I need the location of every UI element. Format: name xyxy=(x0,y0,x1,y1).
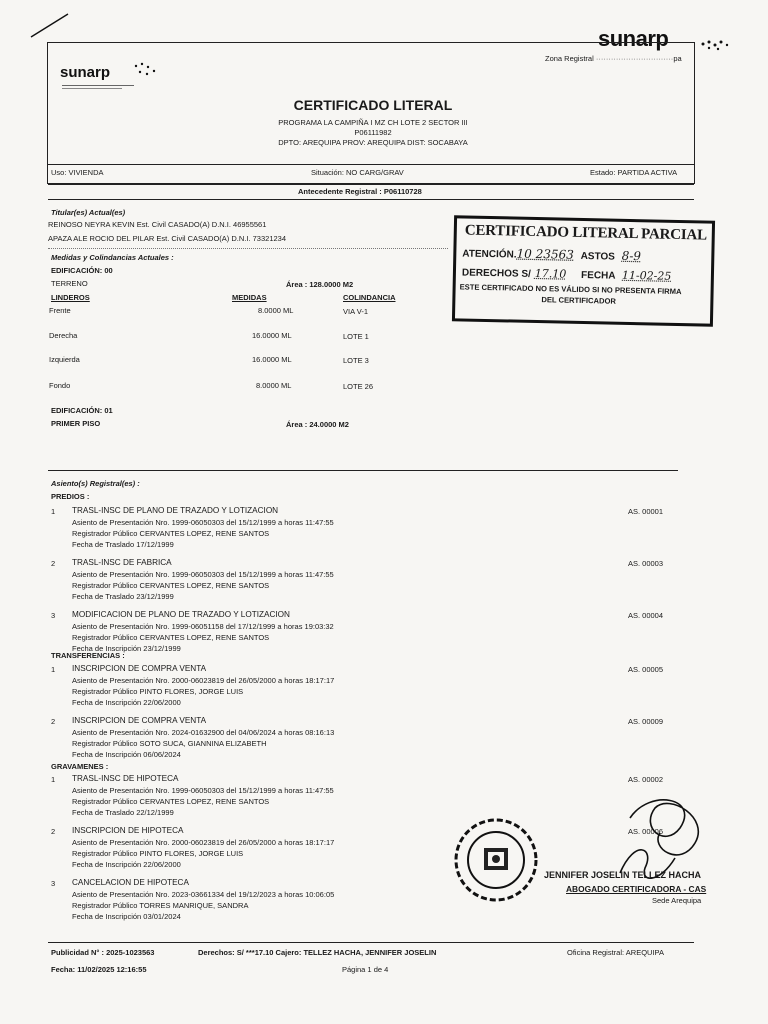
asiento-presentacion: Asiento de Presentación Nro. 1999-06050303 del 15/12/1999 a horas 11:47:55 xyxy=(72,518,334,527)
divider xyxy=(48,164,694,165)
lindero-name: Frente xyxy=(49,306,71,315)
antecedente-registral: Antecedente Registral : P06110728 xyxy=(298,187,422,196)
pen-mark xyxy=(28,10,78,40)
asiento-fecha: Fecha de Traslado 23/12/1999 xyxy=(72,592,174,601)
derechos-cajero: Derechos: S/ ***17.10 Cajero: TELLEZ HACHA, JENNIFER JOSELIN xyxy=(198,948,437,957)
asiento-presentacion: Asiento de Presentación Nro. 1999-06051158 del 17/12/1999 a horas 19:03:32 xyxy=(72,622,334,631)
area-piso: Área : 24.0000 M2 xyxy=(286,420,349,429)
lindero-colindancia: LOTE 26 xyxy=(343,382,374,391)
logo-subtitle xyxy=(62,84,134,90)
col-medidas: MEDIDAS xyxy=(232,293,267,302)
col-colindancia: COLINDANCIA xyxy=(343,293,396,302)
stamp-title: CERTIFICADO LITERAL PARCIAL xyxy=(464,222,708,244)
handwritten-signature xyxy=(560,788,720,898)
sunarp-dots-icon xyxy=(700,36,740,54)
registry-seal xyxy=(452,818,540,902)
lindero-name: Derecha xyxy=(49,331,78,340)
divider xyxy=(48,184,694,185)
area-terreno: Área : 128.0000 M2 xyxy=(286,280,354,289)
page-number: Página 1 de 4 xyxy=(342,965,389,974)
asiento-title: CANCELACION DE HIPOTECA xyxy=(72,878,189,887)
asiento-number: 1 xyxy=(51,665,56,674)
stamp-atencion: ATENCIÓN.10 23563 ASTOS 8-9 xyxy=(462,246,642,264)
asiento-fecha: Fecha de Inscripción 22/06/2000 xyxy=(72,860,181,869)
edificacion-00: EDIFICACIÓN: 00 xyxy=(51,266,113,275)
fecha-emision: Fecha: 11/02/2025 12:16:55 xyxy=(51,965,147,974)
asiento-fecha: Fecha de Traslado 17/12/1999 xyxy=(72,540,174,549)
asiento-fecha: Fecha de Inscripción 03/01/2024 xyxy=(72,912,181,921)
predios-label: PREDIOS : xyxy=(51,492,90,501)
signer-role: ABOGADO CERTIFICADORA - CAS xyxy=(566,884,707,894)
titular-row: APAZA ALE ROCIO DEL PILAR Est. Civil CASADO(A) D.N.I. 73321234 xyxy=(48,234,287,243)
asiento-title: INSCRIPCION DE COMPRA VENTA xyxy=(72,664,207,673)
lindero-medida: 8.0000 ML xyxy=(256,381,292,390)
lindero-medida: 16.0000 ML xyxy=(252,331,292,340)
sunarp-rays-icon xyxy=(132,60,162,86)
asiento-code: AS. 00003 xyxy=(628,559,664,568)
divider xyxy=(48,248,448,249)
asiento-registrador: Registrador Público CERVANTES LOPEZ, RENE SANTOS xyxy=(72,797,270,806)
lindero-name: Fondo xyxy=(49,381,71,390)
estado: Estado: PARTIDA ACTIVA xyxy=(590,168,678,177)
asiento-registrador: Registrador Público CERVANTES LOPEZ, RENE SANTOS xyxy=(72,633,270,642)
asiento-number: 3 xyxy=(51,879,56,888)
asiento-code: AS. 00004 xyxy=(628,611,664,620)
asiento-fecha: Fecha de Traslado 22/12/1999 xyxy=(72,808,174,817)
publicidad-number: Publicidad N° : 2025-1023563 xyxy=(51,948,155,957)
lindero-medida: 16.0000 ML xyxy=(252,355,292,364)
asiento-fecha: Fecha de Inscripción 06/06/2024 xyxy=(72,750,181,759)
divider xyxy=(48,199,694,200)
asiento-presentacion: Asiento de Presentación Nro. 1999-06050303 del 15/12/1999 a horas 11:47:55 xyxy=(72,786,334,795)
lindero-colindancia: LOTE 1 xyxy=(343,332,369,341)
asiento-registrador: Registrador Público PINTO FLORES, JORGE LUIS xyxy=(72,849,244,858)
medidas-heading: Medidas y Colindancias Actuales : xyxy=(51,253,174,262)
asiento-presentacion: Asiento de Presentación Nro. 2000-06023819 del 26/05/2000 a horas 18:17:17 xyxy=(72,676,335,685)
lindero-colindancia: LOTE 3 xyxy=(343,356,369,365)
titular-row: REINOSO NEYRA KEVIN Est. Civil CASADO(A) D.N.I. 46955561 xyxy=(48,220,267,229)
asiento-title: TRASL-INSC DE FABRICA xyxy=(72,558,172,567)
stamp-derechos: DERECHOS S/ 17.10 FECHA 11-02-25 xyxy=(461,266,672,283)
signer-sede: Sede Arequipa xyxy=(652,896,702,905)
partida-number: P06111982 xyxy=(354,128,392,137)
titulares-heading: Titular(es) Actual(es) xyxy=(51,208,126,217)
transferencias-label: TRANSFERENCIAS : xyxy=(51,651,125,660)
asiento-title: INSCRIPCION DE HIPOTECA xyxy=(72,826,184,835)
asiento-presentacion: Asiento de Presentación Nro. 2000-06023819 del 26/05/2000 a horas 18:17:17 xyxy=(72,838,335,847)
asiento-title: TRASL-INSC DE PLANO DE TRAZADO Y LOTIZACION xyxy=(72,506,279,515)
asiento-registrador: Registrador Público SOTO SUCA, GIANNINA ELIZABETH xyxy=(72,739,267,748)
gravamenes-label: GRAVAMENES : xyxy=(51,762,109,771)
asiento-registrador: Registrador Público CERVANTES LOPEZ, RENE SANTOS xyxy=(72,529,270,538)
terreno-label: TERRENO xyxy=(51,279,88,288)
asiento-number: 1 xyxy=(51,775,56,784)
ubicacion: DPTO: AREQUIPA PROV: AREQUIPA DIST: SOCABAYA xyxy=(278,138,468,147)
asiento-code: AS. 00005 xyxy=(628,665,664,674)
lindero-medida: 8.0000 ML xyxy=(258,306,294,315)
zona-registral: Zona Registral ·······························pa xyxy=(545,54,682,63)
sunarp-logo-top: sunarp xyxy=(598,26,669,51)
asiento-number: 2 xyxy=(51,559,56,568)
oficina-registral: Oficina Registral: AREQUIPA xyxy=(567,948,664,957)
asiento-fecha: Fecha de Inscripción 23/12/1999 xyxy=(72,644,181,653)
programa: PROGRAMA LA CAMPIÑA I MZ CH LOTE 2 SECTOR III xyxy=(278,118,468,127)
lindero-colindancia: VIA V-1 xyxy=(343,307,369,316)
divider xyxy=(48,942,694,943)
situacion: Situación: NO CARG/GRAV xyxy=(311,168,404,177)
asiento-registrador: Registrador Público CERVANTES LOPEZ, RENE SANTOS xyxy=(72,581,270,590)
asiento-registrador: Registrador Público TORRES MANRIQUE, SANDRA xyxy=(72,901,249,910)
asiento-presentacion: Asiento de Presentación Nro. 2023-03661334 del 19/12/2023 a horas 10:06:05 xyxy=(72,890,335,899)
asiento-title: TRASL-INSC DE HIPOTECA xyxy=(72,774,179,783)
uso: Uso: VIVIENDA xyxy=(51,168,104,177)
asiento-number: 2 xyxy=(51,827,56,836)
asiento-presentacion: Asiento de Presentación Nro. 2024-01632900 del 04/06/2024 a horas 08:16:13 xyxy=(72,728,335,737)
asiento-number: 1 xyxy=(51,507,56,516)
edificacion-01: EDIFICACIÓN: 01 xyxy=(51,406,113,415)
asiento-title: MODIFICACION DE PLANO DE TRAZADO Y LOTIZACION xyxy=(72,610,290,619)
asiento-registrador: Registrador Público PINTO FLORES, JORGE LUIS xyxy=(72,687,244,696)
asiento-presentacion: Asiento de Presentación Nro. 1999-06050303 del 15/12/1999 a horas 11:47:55 xyxy=(72,570,334,579)
asiento-code: AS. 00009 xyxy=(628,717,664,726)
primer-piso: PRIMER PISO xyxy=(51,419,101,428)
stamp-warning: ESTE CERTIFICADO NO ES VÁLIDO SI NO PRESENTA FIRMA xyxy=(459,282,682,297)
divider xyxy=(48,470,678,471)
asiento-code: AS. 00006 xyxy=(628,827,664,836)
lindero-name: Izquierda xyxy=(49,355,80,364)
asientos-heading: Asiento(s) Registral(es) : xyxy=(51,479,140,488)
asiento-number: 2 xyxy=(51,717,56,726)
page-title: CERTIFICADO LITERAL xyxy=(293,97,453,113)
signer-name: JENNIFER JOSELIN TELLEZ HACHA xyxy=(544,870,702,880)
col-linderos: LINDEROS xyxy=(51,293,90,302)
asiento-code: AS. 00001 xyxy=(628,507,664,516)
asiento-fecha: Fecha de Inscripción 22/06/2000 xyxy=(72,698,181,707)
asiento-number: 3 xyxy=(51,611,56,620)
certificado-parcial-stamp xyxy=(452,215,715,326)
sunarp-logo-small: sunarp xyxy=(60,64,111,81)
asiento-code: AS. 00002 xyxy=(628,775,664,784)
asiento-title: INSCRIPCION DE COMPRA VENTA xyxy=(72,716,207,725)
stamp-warning-2: DEL CERTIFICADOR xyxy=(541,295,617,306)
